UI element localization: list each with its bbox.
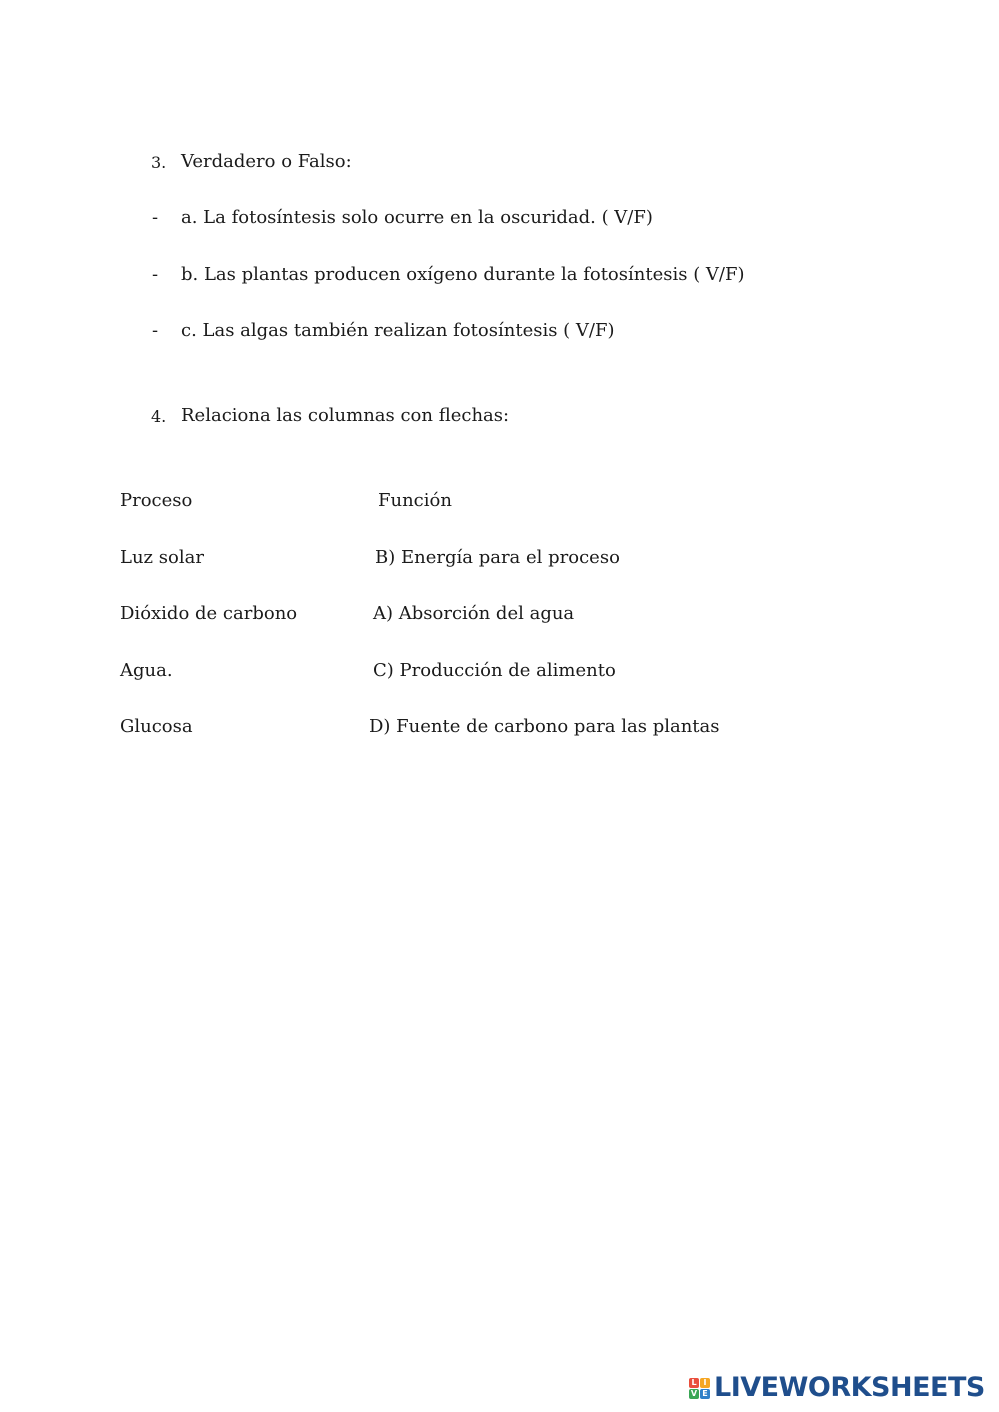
- true-false-item-b: b. Las plantas producen oxígeno durante la fotosíntesis ( V/F): [181, 264, 745, 285]
- question-4-title: Relaciona las columnas con flechas:: [181, 405, 510, 426]
- logo-mark-e: E: [700, 1389, 710, 1399]
- match-left-item-1: Luz solar: [120, 547, 204, 568]
- match-right-item-3: C) Producción de alimento: [373, 660, 616, 681]
- logo-mark-i: I: [700, 1378, 710, 1388]
- list-item-marker: -: [152, 264, 159, 285]
- logo-mark-v: V: [690, 1388, 698, 1398]
- column-header-proceso: Proceso: [120, 490, 193, 511]
- liveworksheets-logo-icon: [689, 1378, 710, 1399]
- match-right-item-4: D) Fuente de carbono para las plantas: [369, 716, 720, 737]
- true-false-item-a: a. La fotosíntesis solo ocurre en la oscuridad. ( V/F): [181, 207, 653, 228]
- question-3-title: Verdadero o Falso:: [181, 151, 352, 172]
- question-3-number: 3.: [151, 153, 167, 172]
- list-item-marker: -: [152, 207, 159, 228]
- logo-wordmark: LIVEWORKSHEETS: [714, 1372, 985, 1403]
- match-left-item-2: Dióxido de carbono: [120, 603, 298, 624]
- match-right-item-1: B) Energía para el proceso: [375, 547, 620, 568]
- true-false-item-c: c. Las algas también realizan fotosíntesis ( V/F): [181, 320, 615, 341]
- column-header-funcion: Función: [378, 490, 452, 511]
- list-item-marker: -: [152, 320, 159, 341]
- match-left-item-3: Agua.: [120, 660, 173, 681]
- liveworksheets-logo: [689, 1373, 985, 1403]
- match-right-item-2: A) Absorción del agua: [373, 603, 575, 624]
- question-4-number: 4.: [151, 407, 167, 426]
- match-left-item-4: Glucosa: [120, 716, 193, 737]
- logo-mark-l: L: [689, 1378, 699, 1388]
